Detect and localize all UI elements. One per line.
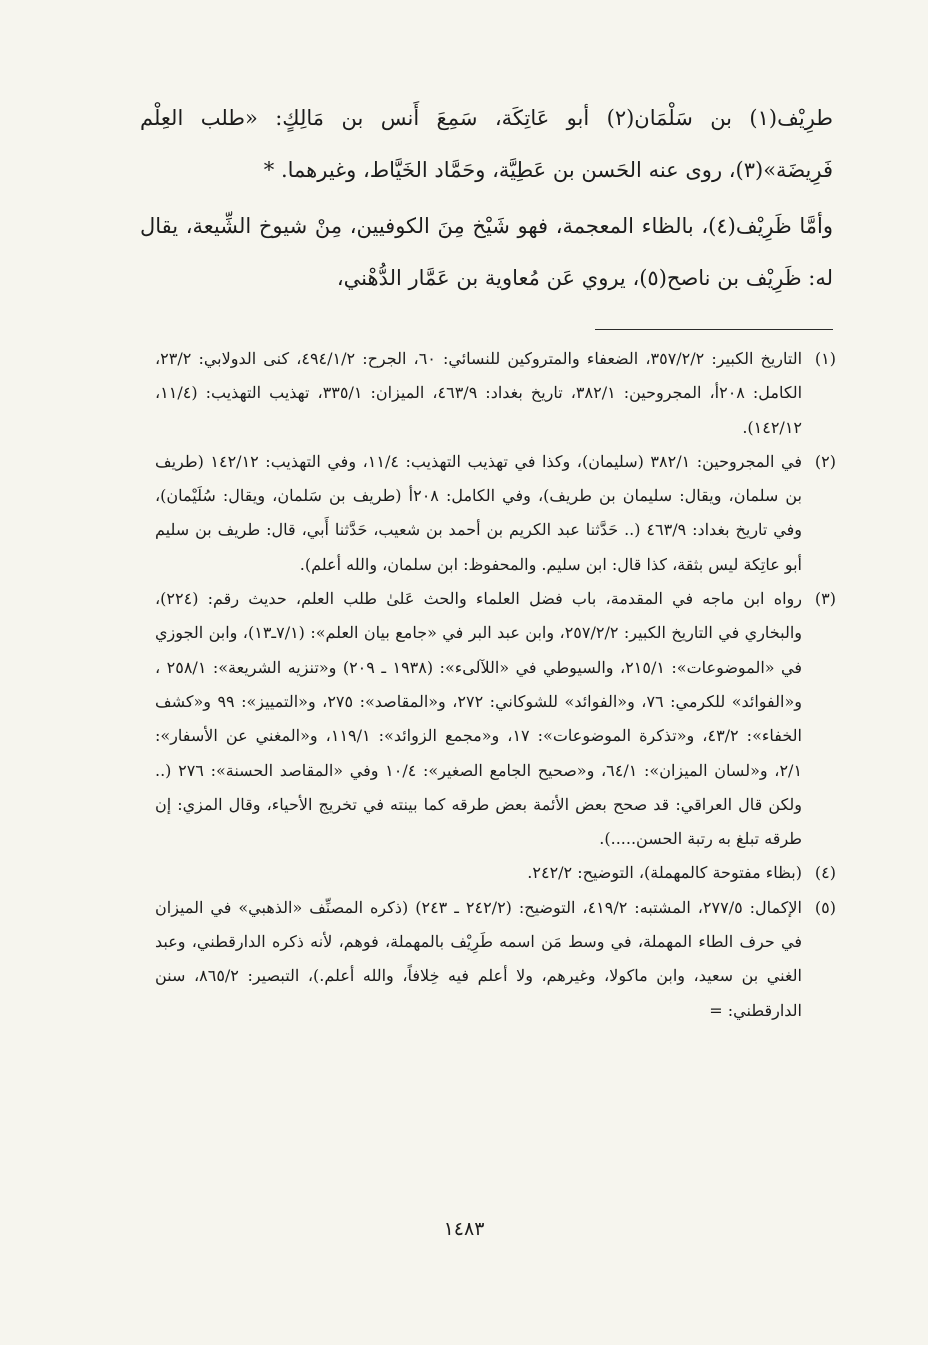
- footnotes: [155, 342, 836, 1028]
- footnote-separator: [595, 329, 833, 330]
- footnote-text: رواه ابن ماجه في المقدمة، باب فضل العلماء والحث عَلىٰ طلب العلم، حديث رقم: (٢٢٤)، والبخاري في التاريخ الكبير: ٢٥٧/٢/٢، وابن عبد البر في «جامع بيان العلم»: (٧/١ـ١٣)، وابن الجوزي في «الموضوعات»: ٢١٥/١، والسيوطي في «اللآلىء»: (١٩٣٨ ـ ٢٠٩) و«تنزيه الشريعة»: ٢٥٨/١ ، و«الفوائد» للكرمي: ٧٦، و«الفوائد» للشوكاني: ٢٧٢، و«المقاصد»: ٢٧٥، و«التمييز»: ٩٩ و«كشف الخفاء»: ٤٣/٢، و«تذكرة الموضوعات»: ١٧، و«مجمع الزوائد»: ١١٩/١، و«المغني عن الأسفار»: ٢/١، و«لسان الميزان»: ٦٤/١، و«صحيح الجامع الصغير»: ١٠/٤ وفي «المقاصد الحسنة»: ٢٧٦ (.. ولكن قال العراقي: قد صحح بعض الأئمة بعض طرقه كما بينته في تخريج الأحياء، وقال المزي: إن طرقه تبلغ به رتبة الحسن.....).: [155, 589, 803, 849]
- footnote-number: (١): [814, 349, 836, 368]
- footnote-3: [155, 582, 836, 856]
- main-paragraph-1: طرِيْف(١) بن سَلْمَان(٢) أبو عَاتِكَة، سَمِعَ أَنس بن مَالِكٍ: «طلب العِلْم فَرِيضَة»(٣)، روى عنه الحَسن بن عَطِيَّة، وحَمَّاد الخَيَّاط، وغيرهما. *: [140, 106, 833, 182]
- footnote-number: (٥): [814, 897, 836, 917]
- footnote-2: [155, 445, 836, 582]
- footnote-number: (٤): [814, 863, 836, 883]
- footnote-4: [155, 856, 836, 890]
- footnote-text: الإكمال: ٢٧٧/٥، المشتبه: ٤١٩/٢، التوضيح: (٢٤٢/٢ ـ ٢٤٣) (ذكره المصنِّف «الذهبي» في الميزان في حرف الطاء المهملة، في وسط مَن اسمه طَرِيْف بالمهملة، فوهم، لأنه ذكره الدارقطني، وعبد الغني بن سعيد، وابن ماكولا، وغيرهم، ولا أعلم فيه خِلافاً، والله أعلم.)، التبصير: ٨٦٥/٢، سنن الدارقطني: =: [155, 897, 803, 1020]
- footnote-5: [155, 891, 836, 1028]
- main-text: [140, 92, 833, 304]
- footnote-text: التاريخ الكبير: ٣٥٧/٢/٢، الضعفاء والمتروكين للنسائي: ٦٠، الجرح: ٤٩٤/١/٢، كنى الدولابي: ٢٣/٢، الكامل: ٢٠٨أ، المجروحين: ٣٨٢/١، تاريخ بغداد: ٤٦٣/٩، الميزان: ٣٣٥/١، تهذيب التهذيب: (١١/٤، ١٤٢/١٢).: [155, 349, 803, 437]
- page-number: ١٤٨٣: [443, 1218, 485, 1240]
- footnote-1: [155, 342, 836, 445]
- main-paragraph-2: وأمَّا ظَرِيْف(٤)، بالظاء المعجمة، فهو شَيْخ مِنَ الكوفيين، مِنْ شيوخ الشِّيعة، يقال له: ظَرِيْف بن ناصح(٥)، يروي عَن مُعاوية بن عَمَّار الدُّهْني،: [140, 214, 833, 290]
- footnote-number: (٣): [814, 589, 836, 609]
- footnote-number: (٢): [814, 451, 836, 471]
- footnote-text: (بظاء مفتوحة كالمهملة)، التوضيح: ٢٤٢/٢.: [527, 863, 802, 883]
- footnote-text: في المجروحين: ٣٨٢/١ (سليمان)، وكذا في تهذيب التهذيب: ١١/٤، وفي التهذيب: ١٤٢/١٢ (طريف بن سلمان، ويقال: سليمان بن طريف)، وفي الكامل: ٢٠٨أ (طريف بن سَلمان، ويقال: سُلَيْمان)، وفي تاريخ بغداد: ٤٦٣/٩ (.. حَدَّثنا عبد الكريم بن أحمد بن شعيب، حَدَّثنا أَبي، قال: طريف بن سليم أبو عاتِكة ليس بثقة، كذا قال: ابن سليم. والمحفوظ: ابن سلمان، والله أعلم).: [155, 451, 803, 574]
